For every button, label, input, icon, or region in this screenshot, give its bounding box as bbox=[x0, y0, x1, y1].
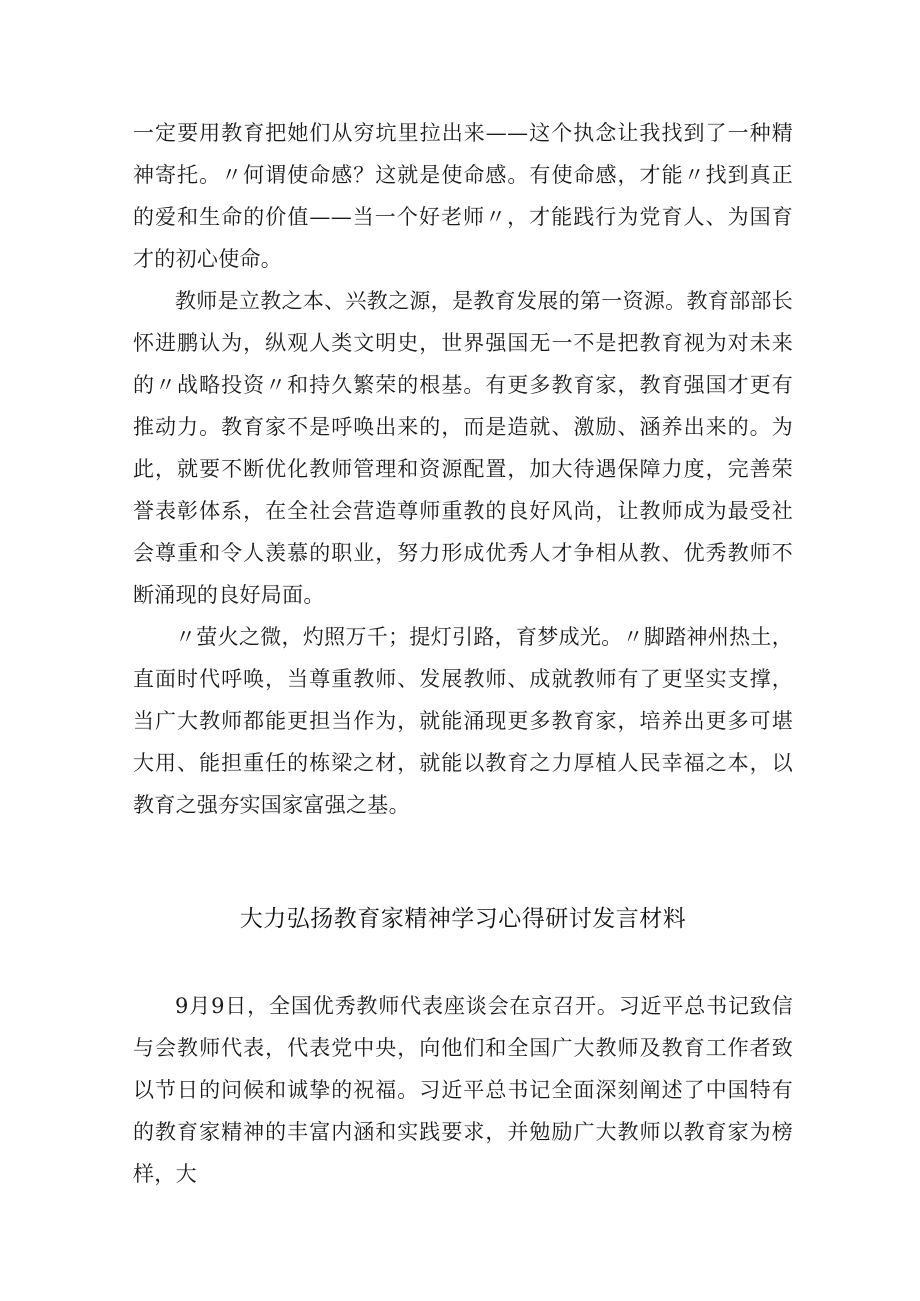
section-title-wrapper bbox=[133, 899, 793, 939]
paragraph-1: 一定要用教育把她们从穷坑里拉出来——这个执念让我找到了一种精神寄托。〃何谓使命感？这就是使命感。有使命感，才能〃找到真正的爱和生命的价值——当一个好老师〃，才能践行为党育人、为国育才的初心使命。 bbox=[133, 121, 793, 271]
body-text-bottom bbox=[133, 985, 793, 1195]
section-title: 大力弘扬教育家精神学习心得研讨发言材料 bbox=[239, 906, 687, 932]
paragraph-3: 〃萤火之微，灼照万千；提灯引路，育梦成光。〃脚踏神州热土，直面时代呼唤，当尊重教师、发展教师、成就教师有了更坚实支撑，当广大教师都能更担当作为，就能涌现更多教育家，培养出更多可堪大用、能担重任的栋梁之材，就能以教育之力厚植人民幸福之本，以教育之强夯实国家富强之基。 bbox=[133, 625, 793, 817]
paragraph-2: 教师是立教之本、兴教之源，是教育发展的第一资源。教育部部长怀进鹏认为，纵观人类文明史，世界强国无一不是把教育视为对未来的〃战略投资〃和持久繁荣的根基。有更多教育家，教育强国才更有推动力。教育家不是呼唤出来的，而是造就、激励、涵养出来的。为此，就要不断优化教师管理和资源配置，加大待遇保障力度，完善荣誉表彰体系，在全社会营造尊师重教的良好风尚，让教师成为最受社会尊重和令人羡慕的职业，努力形成优秀人才争相从教、优秀教师不断涌现的良好局面。 bbox=[133, 289, 793, 607]
body-text-top bbox=[133, 112, 793, 826]
paragraph-4: 9月9日，全国优秀教师代表座谈会在京召开。习近平总书记致信与会教师代表，代表党中央，向他们和全国广大教师及教育工作者致以节日的问候和诚挚的祝福。习近平总书记全面深刻阐述了中国特有的教育家精神的丰富内涵和实践要求，并勉励广大教师以教育家为榜样，大 bbox=[133, 994, 793, 1186]
